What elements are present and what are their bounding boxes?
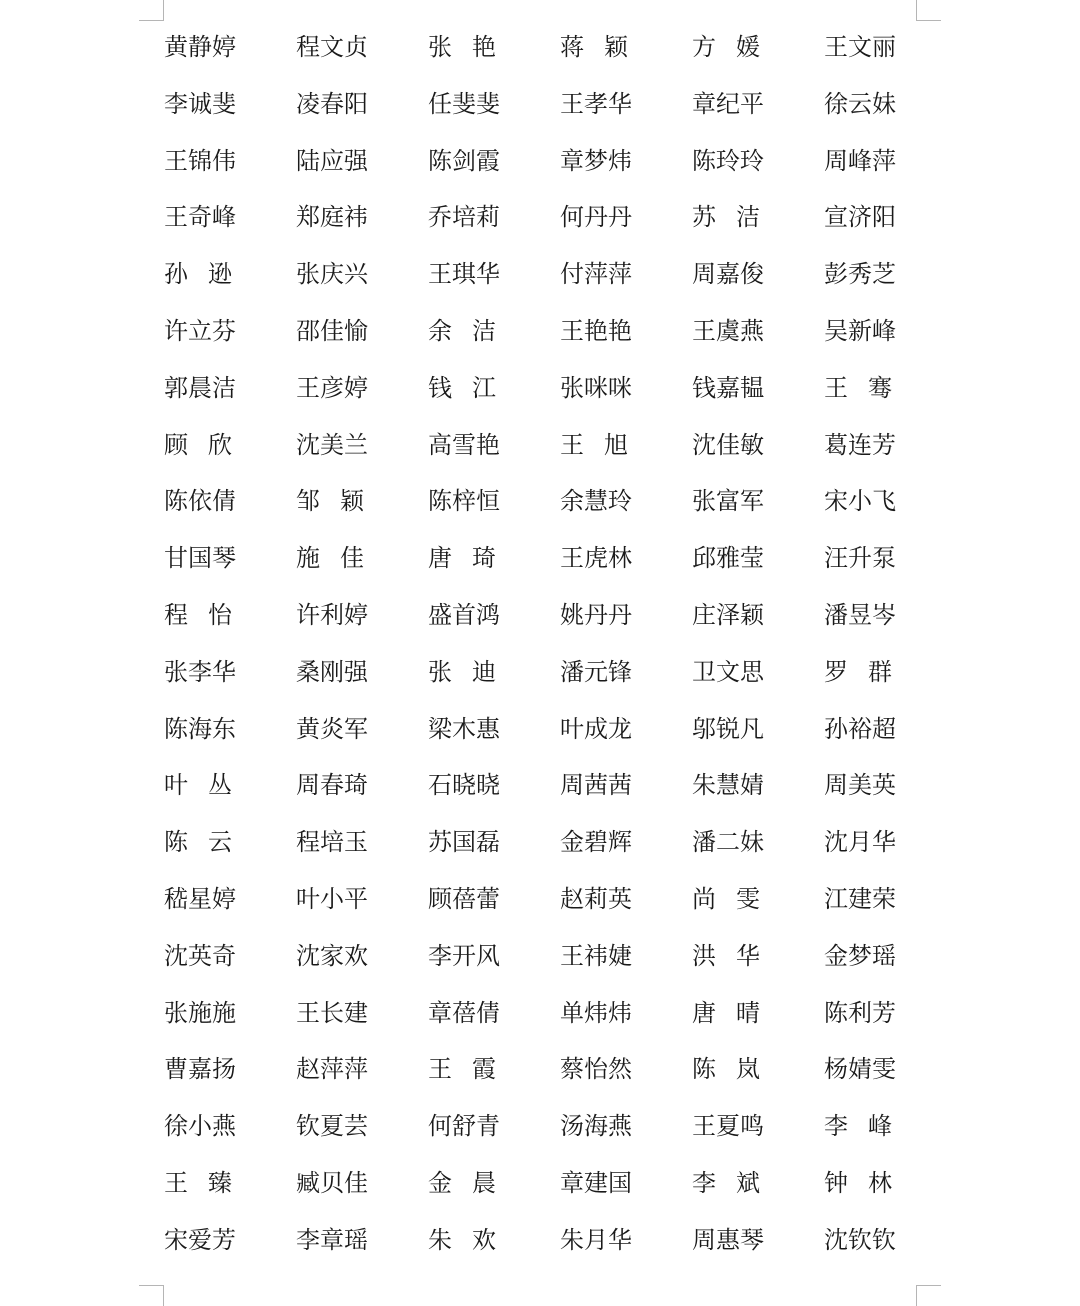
name-cell: 王霞 bbox=[428, 1055, 516, 1084]
name-cell: 黄炎军 bbox=[296, 714, 368, 743]
name-cell: 甘国琴 bbox=[164, 544, 236, 573]
name-cell: 周惠琴 bbox=[692, 1225, 764, 1254]
name-cell: 钱嘉韫 bbox=[692, 373, 764, 402]
name-cell: 王虞燕 bbox=[692, 316, 764, 345]
name-cell: 吴新峰 bbox=[824, 316, 896, 345]
name-cell: 江建荣 bbox=[824, 884, 896, 913]
name-cell: 邱雅莹 bbox=[692, 544, 764, 573]
name-cell: 张富军 bbox=[692, 487, 764, 516]
name-cell: 周美英 bbox=[824, 771, 896, 800]
crop-mark-top-left bbox=[139, 0, 164, 21]
name-cell: 王夏鸣 bbox=[692, 1112, 764, 1141]
name-cell: 苏洁 bbox=[692, 203, 780, 232]
name-cell: 金碧辉 bbox=[560, 828, 632, 857]
name-cell: 郑庭祎 bbox=[296, 203, 368, 232]
name-cell: 苏国磊 bbox=[428, 828, 500, 857]
name-cell: 唐晴 bbox=[692, 998, 780, 1027]
crop-mark-bottom-right bbox=[916, 1285, 941, 1306]
name-cell: 朱欢 bbox=[428, 1225, 516, 1254]
name-cell: 潘二妹 bbox=[692, 828, 764, 857]
name-cell: 王文丽 bbox=[824, 33, 896, 61]
name-cell: 高雪艳 bbox=[428, 430, 500, 459]
name-cell: 何丹丹 bbox=[560, 203, 632, 232]
name-cell: 陈剑霞 bbox=[428, 146, 500, 175]
name-cell: 程文贞 bbox=[296, 33, 368, 61]
name-cell: 罗群 bbox=[824, 657, 912, 686]
name-cell: 程培玉 bbox=[296, 828, 368, 857]
name-cell: 王锦伟 bbox=[164, 146, 236, 175]
name-cell: 陈云 bbox=[164, 828, 252, 857]
name-cell: 沈家欢 bbox=[296, 941, 368, 970]
name-cell: 章蓓倩 bbox=[428, 998, 500, 1027]
name-cell: 周嘉俊 bbox=[692, 260, 764, 289]
name-cell: 石晓晓 bbox=[428, 771, 500, 800]
name-cell: 姚丹丹 bbox=[560, 600, 632, 629]
name-cell: 潘元锋 bbox=[560, 657, 632, 686]
name-cell: 许利婷 bbox=[296, 600, 368, 629]
name-cell: 陈梓恒 bbox=[428, 487, 500, 516]
name-cell: 钟林 bbox=[824, 1168, 912, 1197]
name-cell: 王琪华 bbox=[428, 260, 500, 289]
name-cell: 程怡 bbox=[164, 600, 252, 629]
name-cell: 宋爱芳 bbox=[164, 1225, 236, 1254]
name-cell: 张施施 bbox=[164, 998, 236, 1027]
name-cell: 卫文思 bbox=[692, 657, 764, 686]
name-cell: 任斐斐 bbox=[428, 89, 500, 118]
name-cell: 汤海燕 bbox=[560, 1112, 632, 1141]
name-cell: 沈钦钦 bbox=[824, 1225, 896, 1254]
name-cell: 李开风 bbox=[428, 941, 500, 970]
name-cell: 许立芬 bbox=[164, 316, 236, 345]
name-cell: 凌春阳 bbox=[296, 89, 368, 118]
name-cell: 潘昱岑 bbox=[824, 600, 896, 629]
name-cell: 徐云妹 bbox=[824, 89, 896, 118]
name-cell: 沈英奇 bbox=[164, 941, 236, 970]
name-cell: 孙裕超 bbox=[824, 714, 896, 743]
name-cell: 沈月华 bbox=[824, 828, 896, 857]
name-cell: 王彦婷 bbox=[296, 373, 368, 402]
name-cell: 章纪平 bbox=[692, 89, 764, 118]
name-cell: 金梦瑶 bbox=[824, 941, 896, 970]
name-cell: 彭秀芝 bbox=[824, 260, 896, 289]
name-cell: 王虎林 bbox=[560, 544, 632, 573]
name-cell: 李斌 bbox=[692, 1168, 780, 1197]
name-cell: 李章瑶 bbox=[296, 1225, 368, 1254]
name-cell: 邵佳愉 bbox=[296, 316, 368, 345]
name-cell: 叶成龙 bbox=[560, 714, 632, 743]
name-cell: 陈依倩 bbox=[164, 487, 236, 516]
name-cell: 汪升泵 bbox=[824, 544, 896, 573]
name-cell: 方媛 bbox=[692, 33, 780, 61]
name-cell: 王奇峰 bbox=[164, 203, 236, 232]
crop-mark-bottom-left bbox=[139, 1285, 164, 1306]
name-cell: 蒋颖 bbox=[560, 33, 648, 61]
name-cell: 王旭 bbox=[560, 430, 648, 459]
name-cell: 嵇星婷 bbox=[164, 884, 236, 913]
name-cell: 郭晨洁 bbox=[164, 373, 236, 402]
name-cell: 王臻 bbox=[164, 1168, 252, 1197]
name-cell: 朱月华 bbox=[560, 1225, 632, 1254]
name-cell: 庄泽颖 bbox=[692, 600, 764, 629]
name-cell: 钦夏芸 bbox=[296, 1112, 368, 1141]
name-cell: 赵莉英 bbox=[560, 884, 632, 913]
name-cell: 张咪咪 bbox=[560, 373, 632, 402]
name-cell: 臧贝佳 bbox=[296, 1168, 368, 1197]
name-cell: 陈玲玲 bbox=[692, 146, 764, 175]
crop-mark-top-right bbox=[916, 0, 941, 21]
name-cell: 沈佳敏 bbox=[692, 430, 764, 459]
name-cell: 桑刚强 bbox=[296, 657, 368, 686]
name-cell: 陈海东 bbox=[164, 714, 236, 743]
name-cell: 陆应强 bbox=[296, 146, 368, 175]
name-cell: 王孝华 bbox=[560, 89, 632, 118]
name-cell: 尚雯 bbox=[692, 884, 780, 913]
name-cell: 叶丛 bbox=[164, 771, 252, 800]
name-cell: 孙逊 bbox=[164, 260, 252, 289]
name-cell: 陈岚 bbox=[692, 1055, 780, 1084]
name-cell: 金晨 bbox=[428, 1168, 516, 1197]
name-cell: 单炜炜 bbox=[560, 998, 632, 1027]
name-cell: 顾欣 bbox=[164, 430, 252, 459]
name-cell: 邹颖 bbox=[296, 487, 384, 516]
name-cell: 余洁 bbox=[428, 316, 516, 345]
name-cell: 陈利芳 bbox=[824, 998, 896, 1027]
name-cell: 顾蓓蕾 bbox=[428, 884, 500, 913]
name-cell: 王祎婕 bbox=[560, 941, 632, 970]
name-cell: 章建国 bbox=[560, 1168, 632, 1197]
name-cell: 唐琦 bbox=[428, 544, 516, 573]
name-cell: 叶小平 bbox=[296, 884, 368, 913]
name-cell: 邬锐凡 bbox=[692, 714, 764, 743]
name-cell: 朱慧婧 bbox=[692, 771, 764, 800]
name-cell: 盛首鸿 bbox=[428, 600, 500, 629]
name-cell: 徐小燕 bbox=[164, 1112, 236, 1141]
name-cell: 周峰萍 bbox=[824, 146, 896, 175]
name-cell: 章梦炜 bbox=[560, 146, 632, 175]
name-cell: 沈美兰 bbox=[296, 430, 368, 459]
name-cell: 洪华 bbox=[692, 941, 780, 970]
name-cell: 周春琦 bbox=[296, 771, 368, 800]
name-cell: 周茜茜 bbox=[560, 771, 632, 800]
name-cell: 梁木惠 bbox=[428, 714, 500, 743]
name-cell: 施佳 bbox=[296, 544, 384, 573]
name-cell: 余慧玲 bbox=[560, 487, 632, 516]
name-cell: 付萍萍 bbox=[560, 260, 632, 289]
name-cell: 王长建 bbox=[296, 998, 368, 1027]
name-cell: 张庆兴 bbox=[296, 260, 368, 289]
name-cell: 宋小飞 bbox=[824, 487, 896, 516]
name-cell: 张迪 bbox=[428, 657, 516, 686]
name-cell: 李诚斐 bbox=[164, 89, 236, 118]
name-cell: 曹嘉扬 bbox=[164, 1055, 236, 1084]
name-cell: 杨婧雯 bbox=[824, 1055, 896, 1084]
name-list-grid bbox=[164, 19, 924, 1269]
name-cell: 王艳艳 bbox=[560, 316, 632, 345]
name-cell: 张李华 bbox=[164, 657, 236, 686]
name-cell: 黄静婷 bbox=[164, 33, 236, 61]
name-cell: 钱江 bbox=[428, 373, 516, 402]
name-cell: 何舒青 bbox=[428, 1112, 500, 1141]
name-cell: 赵萍萍 bbox=[296, 1055, 368, 1084]
name-cell: 王骞 bbox=[824, 373, 912, 402]
name-cell: 宣济阳 bbox=[824, 203, 896, 232]
name-cell: 李峰 bbox=[824, 1112, 912, 1141]
name-cell: 张艳 bbox=[428, 33, 516, 61]
name-cell: 乔培莉 bbox=[428, 203, 500, 232]
name-cell: 葛连芳 bbox=[824, 430, 896, 459]
name-cell: 蔡怡然 bbox=[560, 1055, 632, 1084]
